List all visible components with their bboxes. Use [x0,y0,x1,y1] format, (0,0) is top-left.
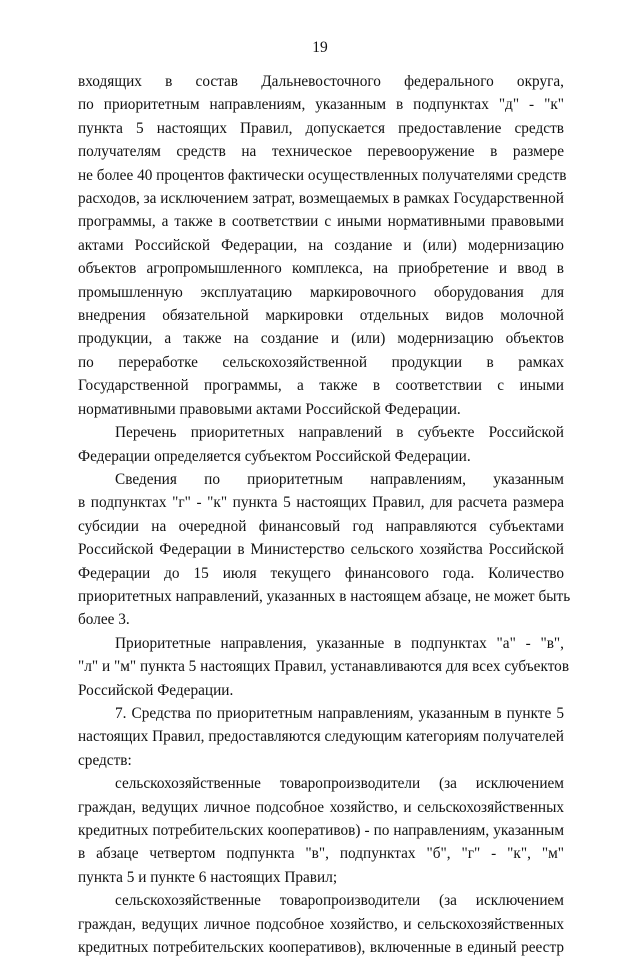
text-line: продукции, а также на создание и (или) модернизацию объектов [78,330,564,348]
text-line: по переработке сельскохозяйственной продукции в рамках [78,353,564,371]
document-body [78,70,571,959]
text-line: приоритетных направлений, указанных в настоящем абзаце, не может быть [78,587,571,605]
text-line: нормативными правовыми актами Российской Федерации. [78,400,461,418]
text-line: актами Российской Федерации, на создание и (или) модернизацию [78,236,564,254]
text-line: промышленную эксплуатацию маркировочного оборудования для [78,283,564,301]
text-line: Российской Федерации в Министерство сельского хозяйства Российской [78,541,564,559]
text-line: субсидии на очередной финансовый год направляются субъектами [78,517,564,535]
text-line: граждан, ведущих личное подсобное хозяйство, и сельскохозяйственных [78,915,564,933]
text-line: программы, а также в соответствии с иными нормативными правовыми [78,213,564,231]
text-line: пункта 5 и пункте 6 настоящих Правил; [78,868,338,886]
text-line: сельскохозяйственные товаропроизводители (за исключением [115,775,564,793]
text-line: средств: [78,751,132,769]
text-line: расходов, за исключением затрат, возмещаемых в рамках Государственной [78,190,564,208]
text-line: не более 40 процентов фактически осуществленных получателями средств [78,166,567,184]
text-line: в абзаце четвертом подпункта "в", подпунктах "б", "г" - "к", "м" [78,845,564,863]
text-line: Перечень приоритетных направлений в субъекте Российской [115,424,564,442]
text-line: получателям средств на техническое перевооружение в размере [78,143,564,161]
text-line: сельскохозяйственные товаропроизводители (за исключением [115,892,564,910]
text-line: кредитных потребительских кооперативов) - по направлениям, указанным [78,822,564,839]
text-line: объектов агропромышленного комплекса, на приобретение и ввод в [78,260,564,278]
text-line: Сведения по приоритетным направлениям, указанным [115,470,564,488]
text-line: кредитных потребительских кооперативов), включенные в единый реестр [78,939,564,957]
text-line: Государственной программы, а также в соответствии с иными [78,377,564,395]
text-line: настоящих Правил, предоставляются следующим категориям получателей [78,728,564,746]
text-line: более 3. [78,611,130,629]
text-line: входящих в состав Дальневосточного федерального округа, [78,73,564,90]
text-line: внедрения обязательной маркировки отдельных видов молочной [78,307,564,325]
text-line: 7. Средства по приоритетным направлениям, указанным в пункте 5 [115,704,564,722]
text-line: по приоритетным направлениям, указанным в подпунктах "д" - "к" [78,96,564,114]
text-line: Российской Федерации. [78,681,234,699]
text-line: в подпунктах "г" - "к" пункта 5 настоящих Правил, для расчета размера [78,494,564,512]
page-number: 19 [312,39,328,56]
text-line: Федерации определяется субъектом Российской Федерации. [78,447,471,465]
text-line: граждан, ведущих личное подсобное хозяйство, и сельскохозяйственных [78,798,564,816]
text-line: Приоритетные направления, указанные в подпунктах "а" - "в", [115,634,564,652]
text-line: Федерации до 15 июля текущего финансового года. Количество [78,564,564,582]
text-line: "л" и "м" пункта 5 настоящих Правил, устанавливаются для всех субъектов [78,658,570,676]
text-line: пункта 5 настоящих Правил, допускается предоставление средств [78,119,564,137]
